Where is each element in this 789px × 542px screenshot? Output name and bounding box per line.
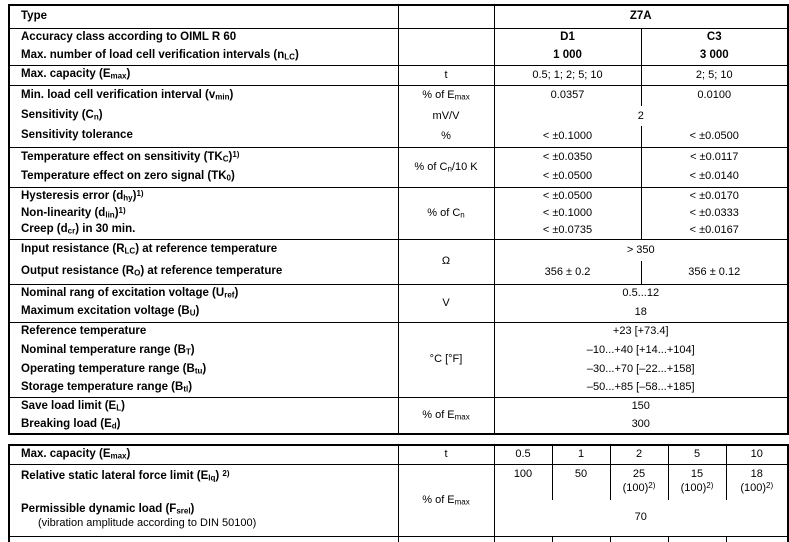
sensitivity-label: Sensitivity $(C_n)$	[21, 109, 103, 122]
lateral-dynamic-label-cell	[9, 464, 398, 536]
row-temp-reference	[9, 322, 788, 341]
row-tkc	[9, 147, 788, 167]
excitation-max-label: Maximum excitation voltage $(B_U)$	[21, 305, 200, 318]
intervals-d1: 1 000	[494, 47, 641, 65]
resistance-unit: Ω	[398, 239, 494, 284]
row-max-capacity	[9, 65, 788, 85]
output-resistance-c3: 356 ± 0.12	[641, 261, 788, 284]
breaking-load-value: 300	[494, 416, 788, 434]
intervals-c3: 3 000	[641, 47, 788, 65]
temp-reference-label: Reference temperature	[9, 322, 398, 341]
input-resistance-label: Input resistance $(R_{LC})$ at reference temperature	[9, 239, 398, 261]
safe-load-value: 150	[494, 397, 788, 416]
row-vmin	[9, 85, 788, 106]
tk0-label: Temperature effect on zero signal $(TK_0)$	[21, 169, 235, 183]
row-lateral-limit	[9, 464, 788, 500]
excitation-nominal-value: 0.5...12	[494, 284, 788, 303]
lateral-value-3: 25 $(100)^{2)}$	[610, 464, 668, 500]
row-accuracy-class	[9, 28, 788, 47]
lateral-value-5: 18 $(100)^{2)}$	[726, 464, 788, 500]
vmin-unit: % of $E_{max}$	[398, 85, 494, 106]
excitation-nominal-label: Nominal rang of excitation voltage $(U_{ref})$	[9, 284, 398, 303]
vmin-label: Min. load cell verification interval $(v_{min})$	[9, 85, 398, 106]
temp-storage-label: Storage temperature range $(B_{tl})$	[21, 380, 193, 394]
output-resistance-label: Output resistance $(R_O)$ at reference temperature	[21, 265, 283, 278]
nonlinearity-d1: < ±0.1000	[494, 205, 641, 222]
capacity2-value-2: 1	[552, 445, 610, 464]
row-excitation-nominal	[9, 284, 788, 303]
creep-c3: < ±0.0167	[641, 222, 788, 239]
main-spec-table	[8, 4, 789, 435]
capacity-d1: 0.5; 1; 2; 5; 10	[494, 65, 641, 85]
capacity-label: Max. capacity $(E_{max})$	[9, 65, 398, 85]
sensitivity-tolerance-c3: < ±0.0500	[641, 126, 788, 147]
row-cutoff	[9, 536, 788, 542]
temp-nominal-label: Nominal temperature range $(B_T)$	[21, 343, 195, 357]
safe-load-label: Save load limit $(E_L)$	[9, 397, 398, 416]
capacity2-value-3: 2	[610, 445, 668, 464]
vmin-d1: 0.0357	[494, 85, 641, 106]
cutoff-label-cell	[9, 536, 398, 542]
nonlinearity-label: Non-linearity $(d_{lin})^{1)}$	[21, 206, 126, 220]
row-hysteresis	[9, 187, 788, 205]
lateral-value-2: 50	[552, 464, 610, 500]
tk0-d1: < ±0.0500	[494, 167, 641, 187]
input-resistance-value: > 350	[494, 239, 788, 261]
temp-operating-label: Operating temperature range $(B_{tu})$	[21, 362, 207, 376]
creep-label: Creep $(d_{cr})$ in 30 min.	[21, 223, 136, 236]
accuracy-label: Accuracy class according to OIML R 60	[9, 28, 398, 47]
intervals-label: Max. number of load cell verification intervals $(n_{LC})$	[21, 48, 299, 62]
cutoff-cell-4	[668, 536, 726, 542]
capacity-c3: 2; 5; 10	[641, 65, 788, 85]
sensitivity-value: 2	[494, 106, 788, 126]
capacity-spec-table	[8, 444, 789, 542]
temp-nominal-value: –10...+40 [+14...+104]	[494, 341, 788, 360]
capacity2-label: Max. capacity $(E_{max})$	[21, 447, 131, 461]
row-sensitivity	[9, 106, 788, 126]
dynamic-load-note: (vibration amplitude according to DIN 50100)	[38, 516, 257, 529]
cutoff-cell-5	[726, 536, 788, 542]
temp-unit: °C [°F]	[398, 322, 494, 397]
row-sensitivity-tolerance	[9, 126, 788, 147]
cutoff-cell-1	[494, 536, 552, 542]
nonlinearity-c3: < ±0.0333	[641, 205, 788, 222]
cutoff-cell-3	[610, 536, 668, 542]
tkc-c3: < ±0.0117	[641, 147, 788, 167]
row-safe-load	[9, 397, 788, 416]
family-value: Z7A	[494, 5, 788, 28]
capacity2-value-1: 0.5	[494, 445, 552, 464]
capacity2-value-5: 10	[726, 445, 788, 464]
tkc-label: Temperature effect on sensitivity $(TK_C)^{1)}$	[9, 147, 398, 167]
excitation-max-value: 18	[494, 303, 788, 322]
lateral-value-4: 15 $(100)^{2)}$	[668, 464, 726, 500]
hysteresis-label: Hysteresis error $(d_{hy})^{1)}$	[9, 187, 398, 205]
hysteresis-c3: < ±0.0170	[641, 187, 788, 205]
hysteresis-d1: < ±0.0500	[494, 187, 641, 205]
temp-operating-value: –30...+70 [–22...+158]	[494, 360, 788, 379]
capacity2-value-4: 5	[668, 445, 726, 464]
creep-d1: < ±0.0735	[494, 222, 641, 239]
breaking-load-label: Breaking load $(E_d)$	[21, 417, 121, 431]
tk-unit: % of $C_n/10$ K	[398, 147, 494, 187]
cutoff-cell-2	[552, 536, 610, 542]
accuracy-c3: C3	[641, 28, 788, 47]
lateral-limit-label: Relative static lateral force limit $(E_{lq})$ $^{2)}$	[21, 468, 230, 482]
cn-unit: % of $C_n$	[398, 187, 494, 239]
capacity2-unit: t	[398, 445, 494, 464]
dynamic-load-value: 70	[494, 500, 788, 536]
temp-storage-value: –50...+85 [–58...+185]	[494, 379, 788, 397]
row-input-resistance	[9, 239, 788, 261]
type-label: Type	[9, 5, 398, 28]
tk0-c3: < ±0.0140	[641, 167, 788, 187]
row-type	[9, 5, 788, 28]
voltage-unit: V	[398, 284, 494, 322]
output-resistance-d1: 356 ± 0.2	[494, 261, 641, 284]
load-unit: % of $E_{max}$	[398, 397, 494, 434]
cutoff-unit-cell	[398, 536, 494, 542]
accuracy-unit-cell	[398, 28, 494, 65]
capacity-unit: t	[398, 65, 494, 85]
vmin-c3: 0.0100	[641, 85, 788, 106]
dynamic-load-label: Permissible dynamic load $(F_{srel})$	[21, 503, 195, 516]
type-unit-cell	[398, 5, 494, 28]
sensitivity-tolerance-d1: < ±0.1000	[494, 126, 641, 147]
emax-unit: % of $E_{max}$	[398, 464, 494, 536]
sensitivity-tolerance-unit: %	[398, 126, 494, 147]
tkc-d1: < ±0.0350	[494, 147, 641, 167]
sensitivity-unit: mV/V	[398, 106, 494, 126]
temp-reference-value: +23 [+73.4]	[494, 322, 788, 341]
accuracy-d1: D1	[494, 28, 641, 47]
lateral-value-1: 100	[494, 464, 552, 500]
sensitivity-tolerance-label: Sensitivity tolerance	[21, 129, 133, 142]
row-capacity2	[9, 445, 788, 464]
